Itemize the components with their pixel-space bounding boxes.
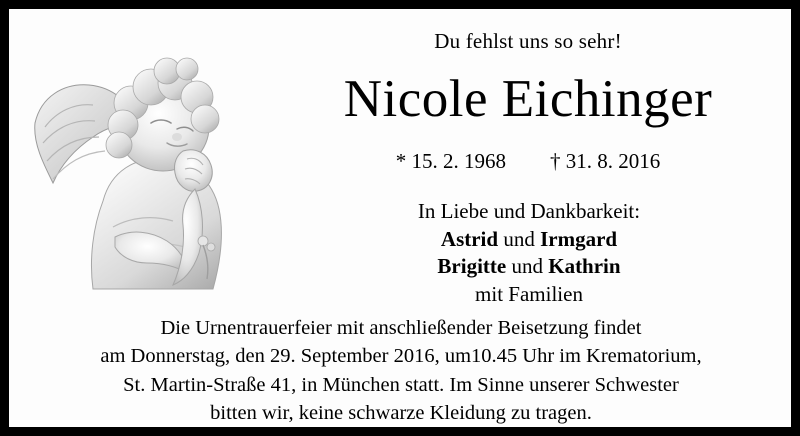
mourner-name-kathrin: Kathrin [548,254,621,279]
life-dates [264,149,791,174]
dedication-intro: In Liebe und Dankbarkeit: [417,199,641,223]
headline-text: Du fehlst uns so sehr! [434,29,622,53]
mourner-name-astrid: Astrid [440,226,499,251]
mourner-join-1: und [498,226,541,251]
cherub-angel-statue-image [27,31,267,299]
ceremony-line-1: Die Urnentrauerfeier mit anschließender Beisetzung findet [160,317,642,339]
obituary-card-inner [9,9,791,427]
ceremony-line-3: St. Martin-Straße 41, in München statt. Im Sinne unserer Schwester [123,373,679,396]
mourner-name-irmgard: Irmgard [540,226,618,251]
birth-date: * 15. 2. 1968 [395,149,506,173]
death-date: † 31. 8. 2016 [550,149,661,173]
ceremony-line-2: am Donnerstag, den 29. September 2016, um10.45 Uhr im Krematorium, [100,345,702,368]
dedication-block [259,198,791,309]
mourner-join-2: und [506,254,549,279]
deceased-name: Nicole Eichinger [343,70,713,128]
ceremony-line-4: bitten wir, keine schwarze Kleidung zu tragen. [210,401,592,424]
mourner-families: mit Familien [475,282,583,307]
mourner-line-1 [259,226,791,254]
mourner-line-2 [259,253,791,281]
ceremony-details [21,314,781,427]
mourner-name-brigitte: Brigitte [437,254,507,279]
